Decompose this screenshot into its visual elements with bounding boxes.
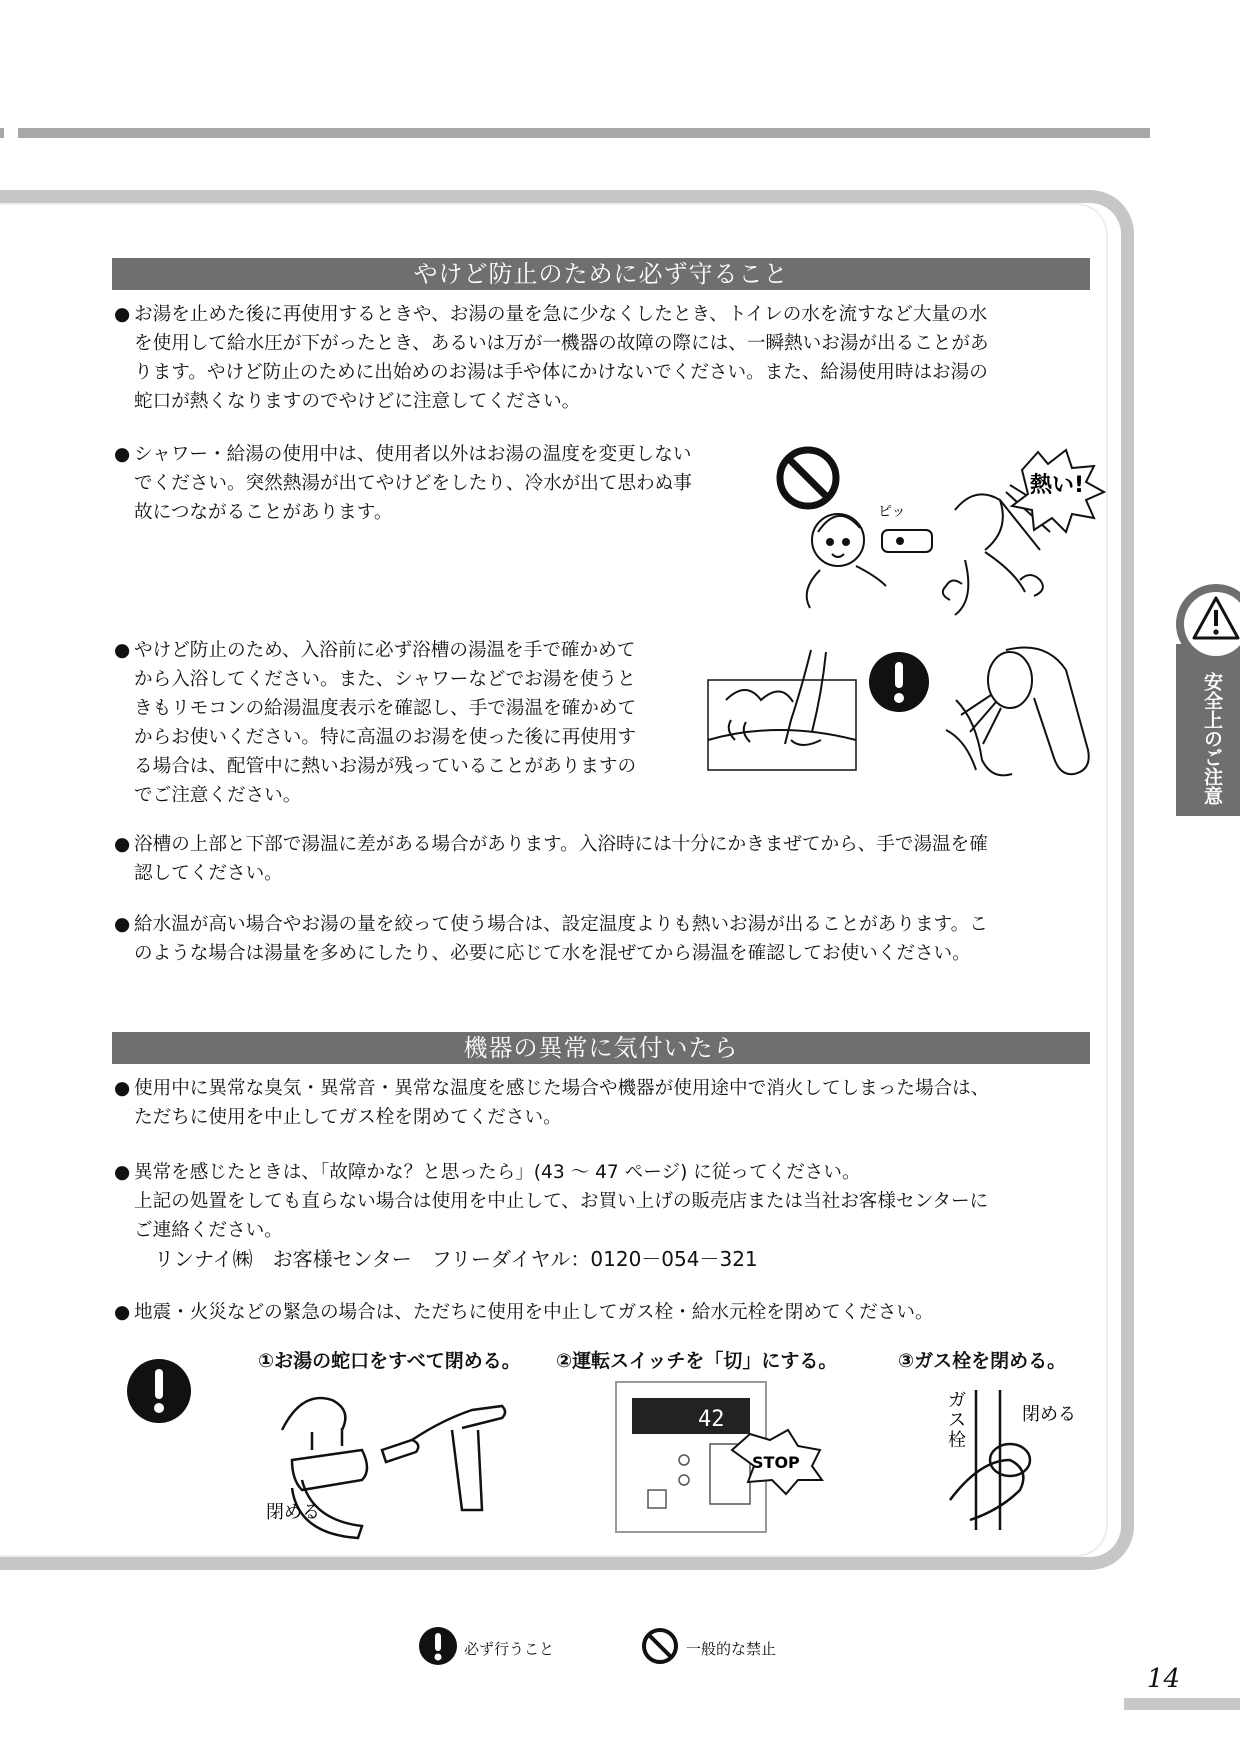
stop-label: STOP	[752, 1453, 800, 1472]
contact-line: リンナイ㈱ お客様センター フリーダイヤル：0120－054－321	[154, 1247, 758, 1271]
page-number: 14	[1146, 1664, 1180, 1694]
remote-temp: 42	[698, 1407, 725, 1432]
shower-hand-illustration	[946, 648, 1089, 776]
step-1-label: 閉める	[266, 1502, 320, 1523]
list-item: ● お湯を止めた後に再使用するときや、お湯の量を急に少なくしたとき、トイレの水を流すなど大量の水 を使用して給水圧が下がったとき、あるいは万が一機器の故障の際には、一瞬熱いお湯が出ることがあ ります。やけど防止のために出始めのお湯は手や体にかけないでください。また、給湯使用時はお湯の 蛇口が熱くなりますのでやけどに注意してください。	[114, 300, 1090, 416]
bullet: ●	[114, 914, 131, 935]
child-at-remote-illustration	[807, 514, 932, 608]
bullet: ●	[114, 1302, 131, 1323]
side-tab	[1176, 584, 1240, 816]
sound-label: ピッ	[878, 503, 906, 519]
valve-label-3: 栓	[948, 1430, 966, 1451]
bullet: ●	[114, 444, 131, 465]
bullet: ●	[114, 640, 131, 661]
section-heading-abnormality: 機器の異常に気付いたら	[112, 1032, 1090, 1064]
contact-instruction: 上記の処置をしても直らない場合は使用を中止して、お買い上げの販売店または当社お客様センターに ご連絡ください。	[134, 1191, 989, 1241]
valve-label-1: ガ	[948, 1390, 966, 1411]
mandatory-icon	[418, 1626, 458, 1666]
bathtub-hand-illustration	[708, 650, 856, 770]
mandatory-icon	[869, 652, 929, 712]
list-item: ● 異常を感じたときは、「故障かな？と思ったら」(43 ～ 47 ページ) に従ってください。 上記の処置をしても直らない場合は使用を中止して、お買い上げの販売店または当社お客様センターに ご連絡ください。 リンナイ㈱ お客様センター フリーダイヤル：0120－054－321	[114, 1158, 1090, 1274]
legend-prohibit: 一般的な禁止	[686, 1640, 777, 1658]
header-rule-end	[0, 128, 4, 138]
bullet: ●	[114, 304, 131, 325]
list-item: ● やけど防止のため、入浴前に必ず浴槽の湯温を手で確かめて から入浴してください。また、シャワーなどでお湯を使うと きもリモコンの給湯温度表示を確認し、手で湯温を確かめて からお使いください。特に高温のお湯を使った後に再使用す る場合は、配管中に熱いお湯が残っていることがありますの でご注意ください。	[114, 636, 714, 810]
list-item: ● 地震・火災などの緊急の場合は、ただちに使用を中止してガス栓・給水元栓を閉めてください。	[114, 1298, 1090, 1327]
gas-valve-illustration	[940, 1390, 1090, 1530]
side-tab-label: 安全上のご注意	[1201, 672, 1223, 805]
remote-control-illustration	[614, 1380, 834, 1534]
header-rule	[18, 128, 1150, 138]
step-3-label: 閉める	[1022, 1404, 1076, 1425]
step-2-title: ②運転スイッチを「切」にする。	[556, 1350, 838, 1372]
page-number-rule	[1124, 1698, 1240, 1710]
legend-must: 必ず行うこと	[464, 1640, 555, 1658]
valve-label-2: ス	[948, 1410, 966, 1431]
bullet: ●	[114, 834, 131, 855]
prohibit-icon	[780, 450, 836, 506]
faucet-illustration	[262, 1390, 512, 1530]
step-3-title: ③ガス栓を閉める。	[898, 1350, 1067, 1372]
step-1-title: ①お湯の蛇口をすべて閉める。	[258, 1350, 521, 1372]
list-item: ● 浴槽の上部と下部で湯温に差がある場合があります。入浴時には十分にかきまぜてから、手で湯温を確 認してください。	[114, 830, 1090, 888]
prohibit-icon	[640, 1626, 680, 1666]
list-item: ● シャワー・給湯の使用中は、使用者以外はお湯の温度を変更しない でください。突然熱湯が出てやけどをしたり、冷水が出て思わぬ事 故につながることがあります。	[114, 440, 774, 527]
list-item: ● 給水温が高い場合やお湯の量を絞って使う場合は、設定温度よりも熱いお湯が出ることがあります。こ のような場合は湯量を多めにしたり、必要に応じて水を混ぜてから湯温を確認してお使いください。	[114, 910, 1090, 968]
bubble-text: 熱い!	[1030, 473, 1085, 498]
list-item: ● 使用中に異常な臭気・異常音・異常な温度を感じた場合や機器が使用途中で消火してしまった場合は、 ただちに使用を中止してガス栓を閉めてください。	[114, 1074, 1090, 1132]
mandatory-icon	[124, 1356, 194, 1426]
prohibit-illustration	[770, 440, 1100, 610]
bullet: ●	[114, 1078, 131, 1099]
bullet: ●	[114, 1162, 131, 1183]
bath-check-illustration	[706, 640, 1096, 800]
section-heading-burn-prevention: やけど防止のために必ず守ること	[112, 258, 1090, 290]
